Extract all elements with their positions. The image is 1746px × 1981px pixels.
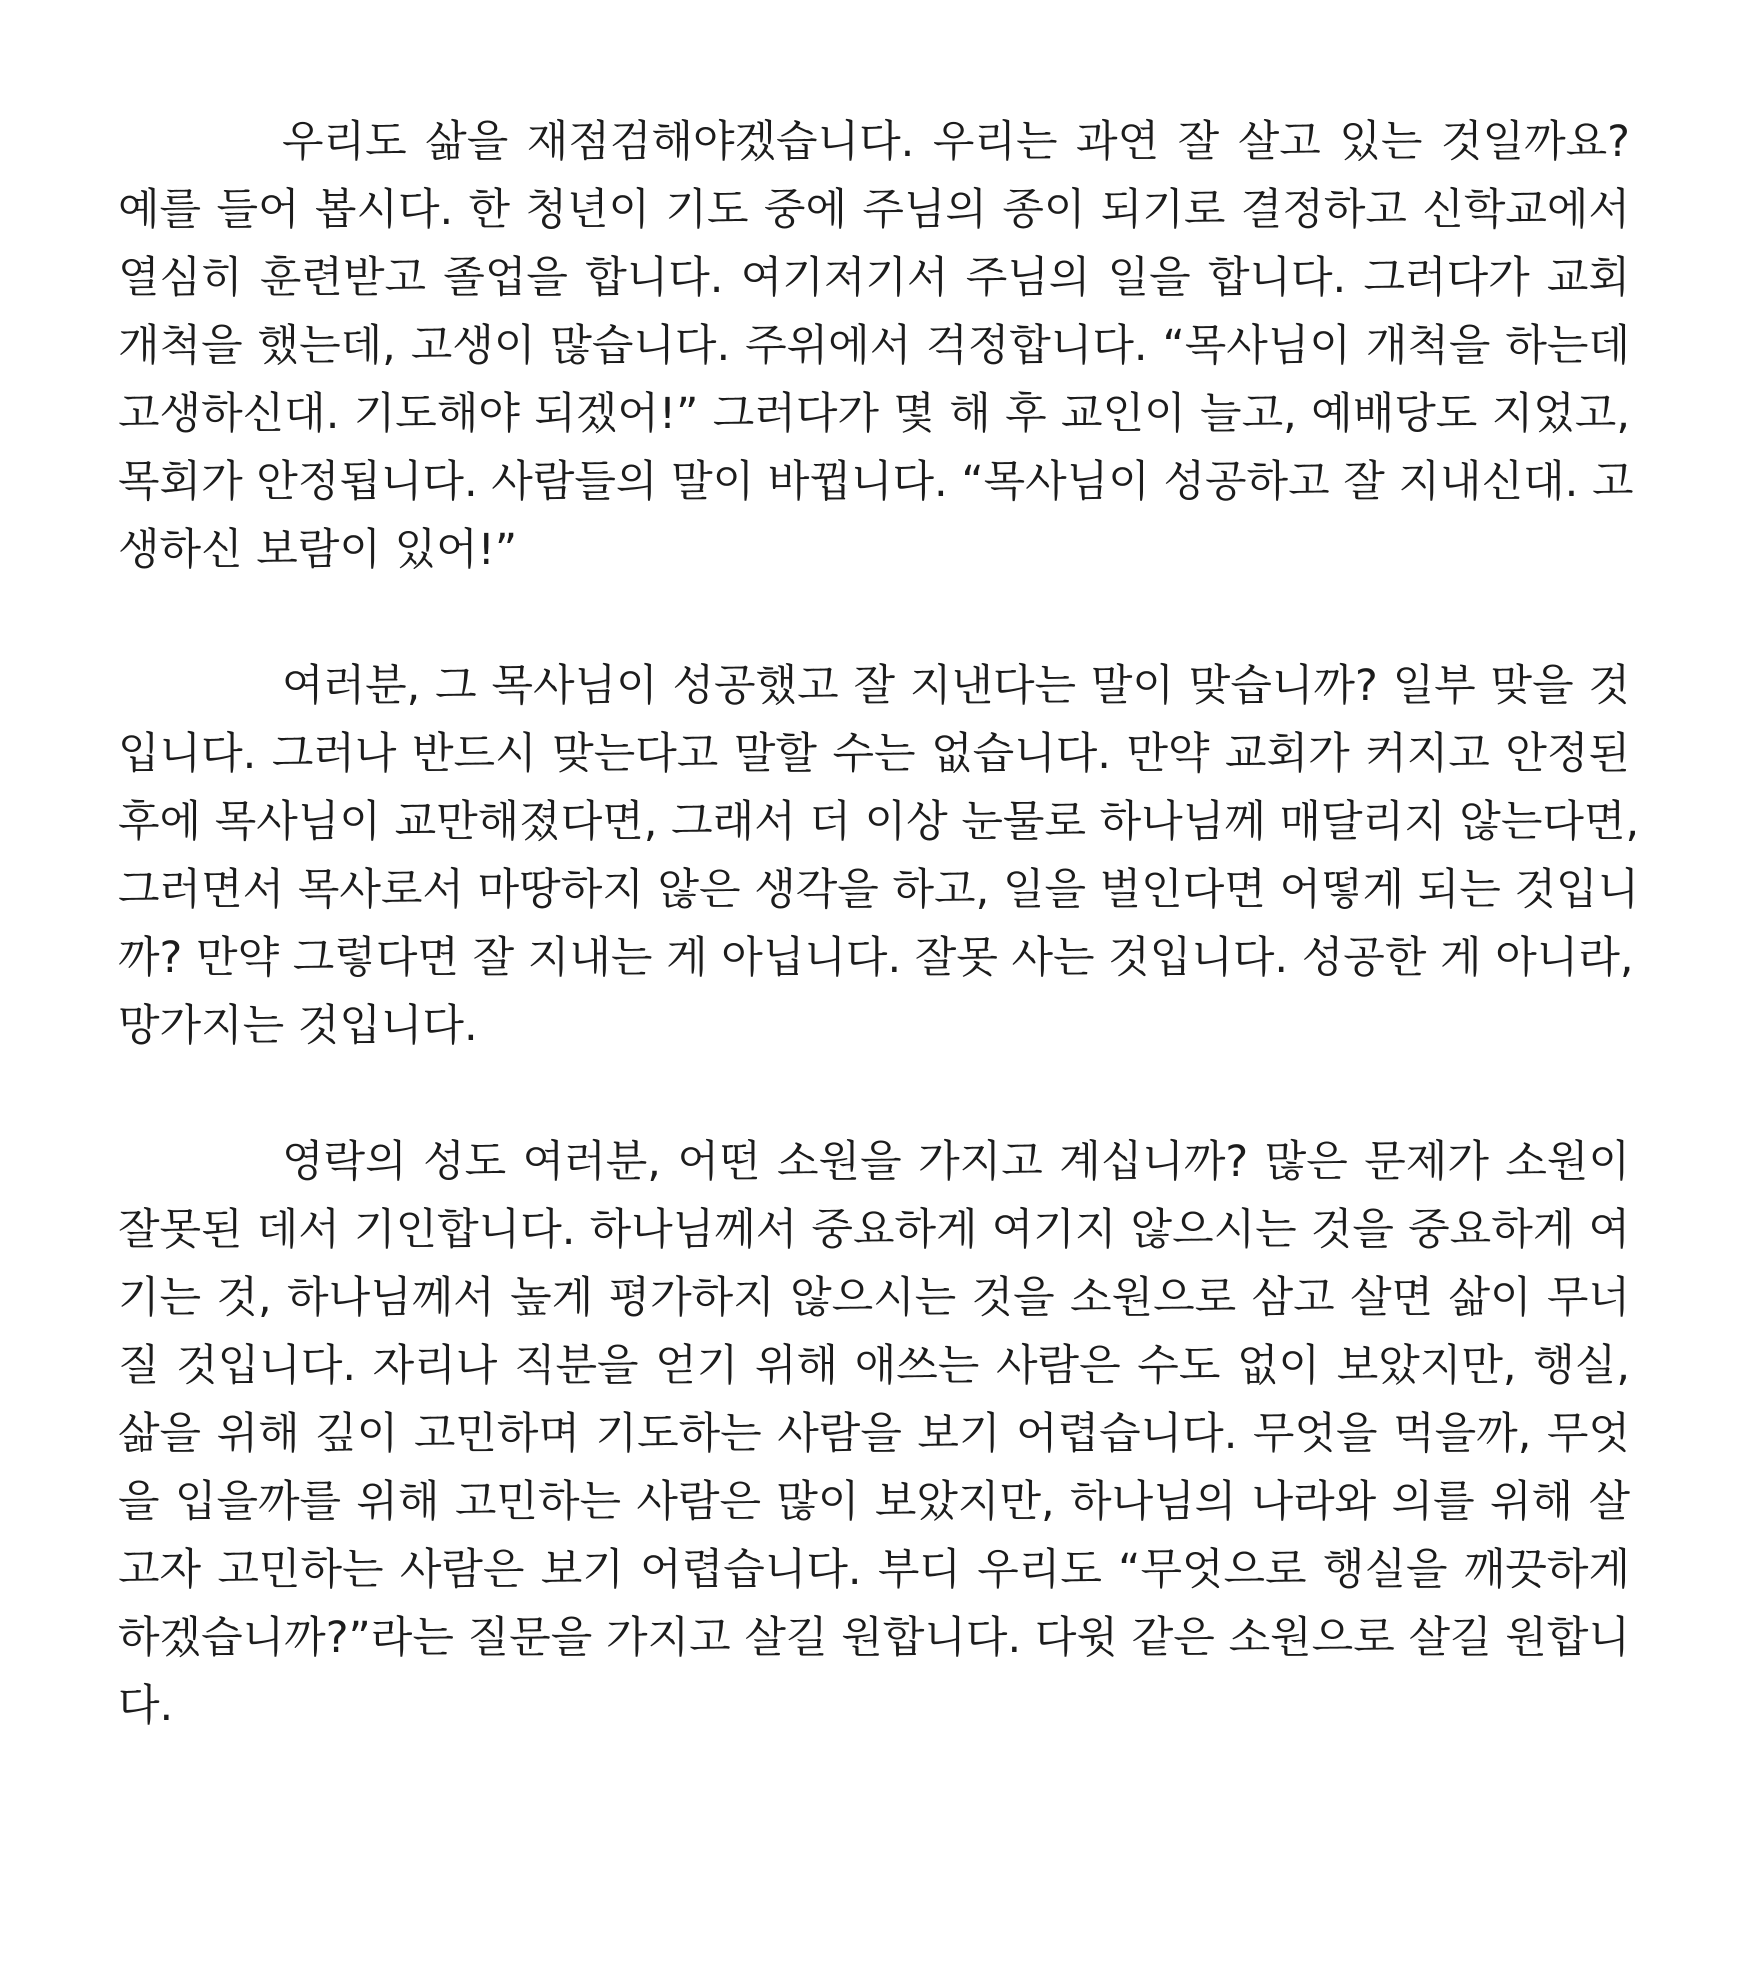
text-line: 생하신 보람이 있어!” <box>118 525 518 575</box>
text-line: 여러분, 그 목사님이 성공했고 잘 지낸다는 말이 맞습니까? 일부 맞을 것 <box>282 661 1630 711</box>
text-line: 예를 들어 봅시다. 한 청년이 기도 중에 주님의 종이 되기로 결정하고 신학교에서 <box>118 185 1630 235</box>
text-line: 후에 목사님이 교만해졌다면, 그래서 더 이상 눈물로 하나님께 매달리지 않는다면, <box>118 797 1640 847</box>
text-line: 하겠습니까?”라는 질문을 가지고 살길 원합니다. 다윗 같은 소원으로 살길 원합니 <box>118 1613 1630 1663</box>
text-line: 까? 만약 그렇다면 잘 지내는 게 아닙니다. 잘못 사는 것입니다. 성공한 게 아니라, <box>118 933 1634 983</box>
text-line: 영락의 성도 여러분, 어떤 소원을 가지고 계십니까? 많은 문제가 소원이 <box>282 1137 1630 1187</box>
paragraph-1 <box>118 108 1634 584</box>
document-body <box>118 108 1640 1740</box>
text-line: 열심히 훈련받고 졸업을 합니다. 여기저기서 주님의 일을 합니다. 그러다가 교회 <box>118 253 1630 303</box>
paragraph-2 <box>118 652 1640 1060</box>
paragraph-3 <box>118 1128 1630 1740</box>
text-line: 개척을 했는데, 고생이 많습니다. 주위에서 걱정합니다. “목사님이 개척을 하는데 <box>118 321 1630 371</box>
text-line: 다. <box>118 1681 174 1731</box>
text-line: 망가지는 것입니다. <box>118 1001 478 1051</box>
text-line: 고생하신대. 기도해야 되겠어!” 그러다가 몇 해 후 교인이 늘고, 예배당도 지었고, <box>118 389 1630 439</box>
text-line: 입니다. 그러나 반드시 맞는다고 말할 수는 없습니다. 만약 교회가 커지고 안정된 <box>118 729 1630 779</box>
text-line: 삶을 위해 깊이 고민하며 기도하는 사람을 보기 어렵습니다. 무엇을 먹을까, 무엇 <box>118 1409 1630 1459</box>
text-line: 을 입을까를 위해 고민하는 사람은 많이 보았지만, 하나님의 나라와 의를 위해 살 <box>118 1477 1630 1527</box>
text-line: 목회가 안정됩니다. 사람들의 말이 바뀝니다. “목사님이 성공하고 잘 지내신대. 고 <box>118 457 1634 507</box>
text-line: 잘못된 데서 기인합니다. 하나님께서 중요하게 여기지 않으시는 것을 중요하게 여 <box>118 1205 1630 1255</box>
text-line: 질 것입니다. 자리나 직분을 얻기 위해 애쓰는 사람은 수도 없이 보았지만, 행실, <box>118 1341 1630 1391</box>
text-line: 우리도 삶을 재점검해야겠습니다. 우리는 과연 잘 살고 있는 것일까요? <box>282 117 1630 167</box>
text-line: 그러면서 목사로서 마땅하지 않은 생각을 하고, 일을 벌인다면 어떻게 되는 것입니 <box>118 865 1640 915</box>
text-line: 기는 것, 하나님께서 높게 평가하지 않으시는 것을 소원으로 삼고 살면 삶이 무너 <box>118 1273 1630 1323</box>
text-line: 고자 고민하는 사람은 보기 어렵습니다. 부디 우리도 “무엇으로 행실을 깨끗하게 <box>118 1545 1630 1595</box>
